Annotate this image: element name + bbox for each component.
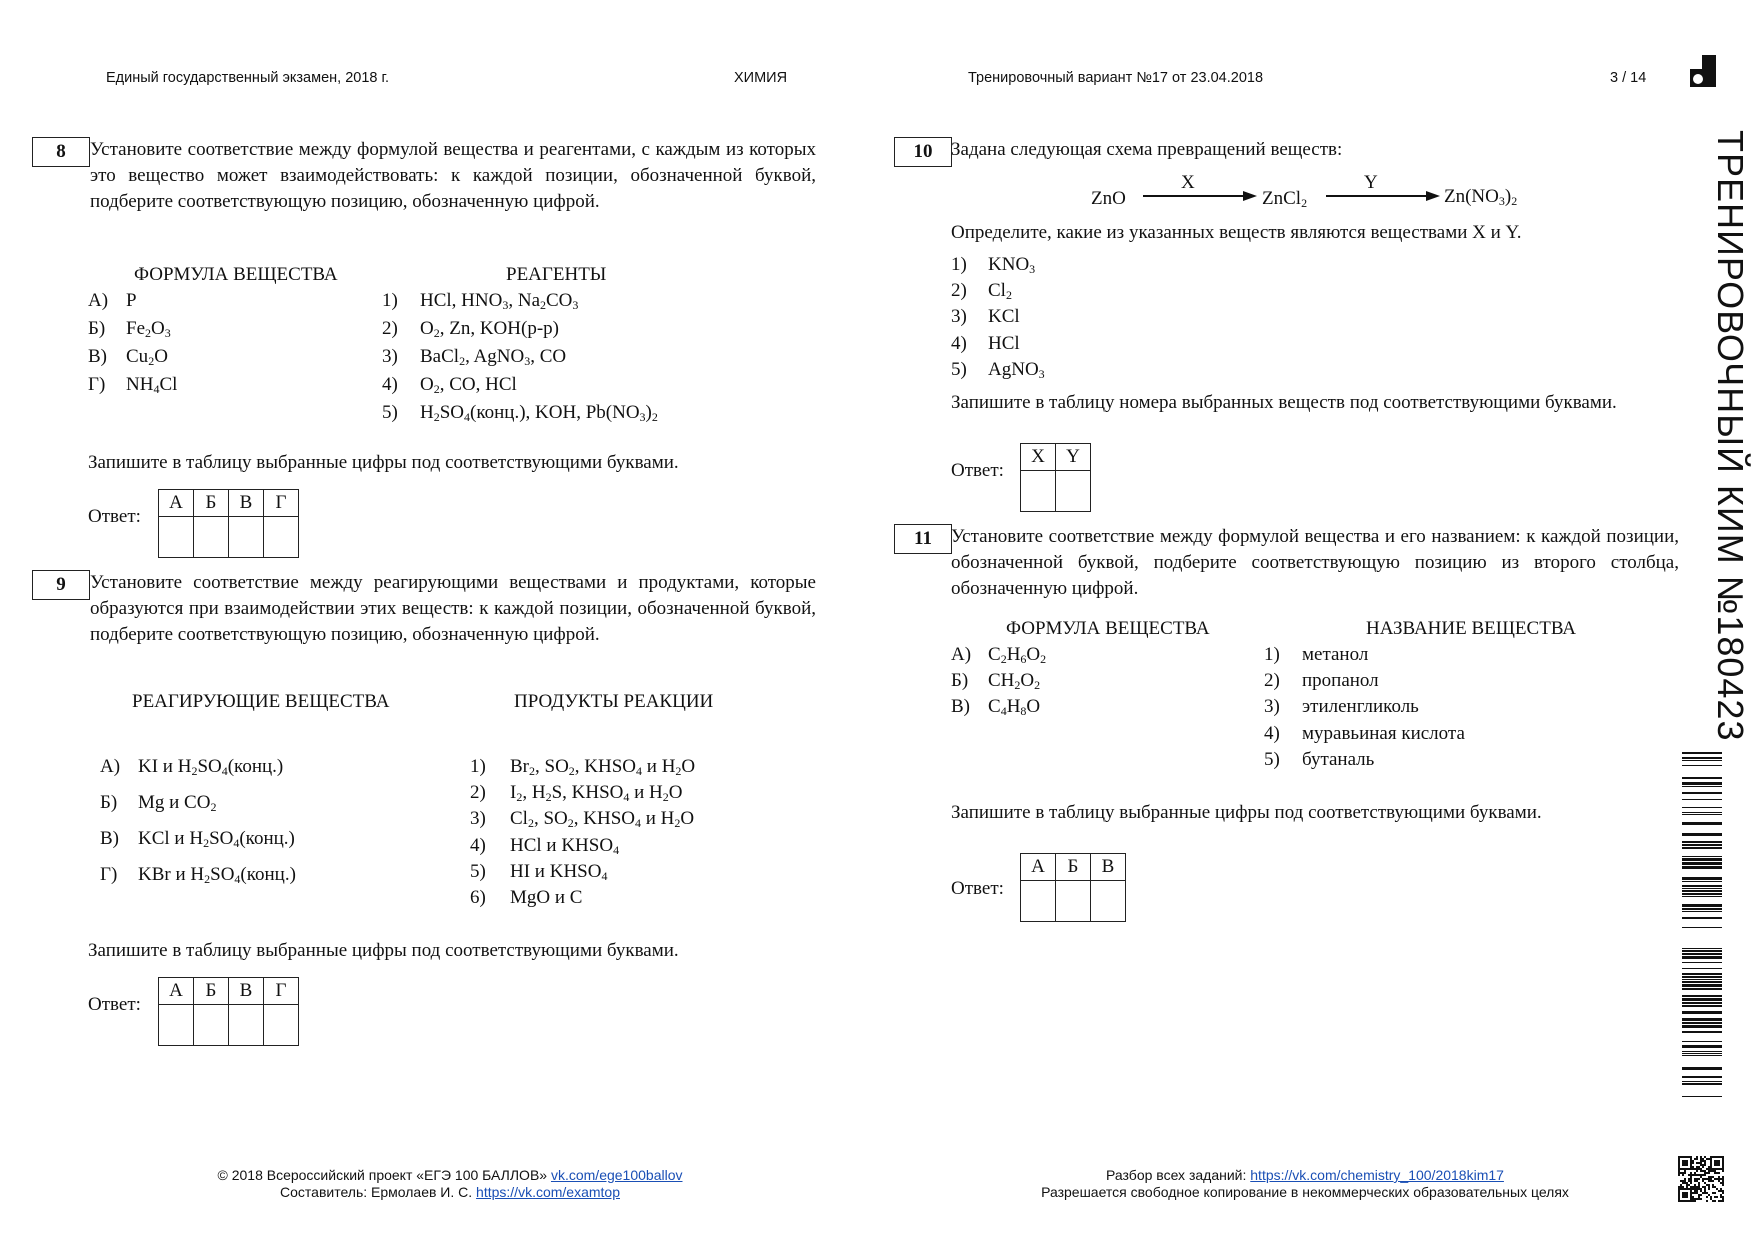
q10-option-item-value: AgNO$_3$ bbox=[988, 358, 1045, 381]
corner-marker-icon bbox=[1690, 55, 1716, 87]
q10-option-item-value: HCl bbox=[988, 332, 1020, 354]
q8-instruction: Запишите в таблицу выбранные цифры под соответствующими буквами. bbox=[88, 452, 679, 473]
q8-reagent-item-key: 1) bbox=[382, 290, 398, 311]
side-title: ТРЕНИРОВОЧНЫЙ КИМ №180423 bbox=[1710, 130, 1751, 742]
q9-reactant-item-value: Mg и $CO_2$ bbox=[138, 792, 217, 814]
q9-product-item-value: $Br_2$, $SO_2$, $KHSO_4$ и $H_2O$ bbox=[510, 756, 696, 778]
q10-option-item-value: $KNO_3$ bbox=[988, 254, 1036, 276]
q10-option-item-key: 3) bbox=[951, 306, 967, 328]
arrow-right-icon bbox=[1143, 189, 1257, 208]
q8-formula-item-key: Г) bbox=[88, 374, 106, 395]
scheme-zno: ZnO bbox=[1091, 188, 1126, 209]
q11-name-item-value: метанол bbox=[1302, 644, 1369, 665]
q9-answer-label: Ответ: bbox=[88, 994, 141, 1015]
q8-answer-input-cell[interactable] bbox=[194, 517, 229, 558]
q8-formula-item-value: $Cu_2O$ bbox=[126, 346, 168, 368]
q8-reagent-item-value: $O_2$, CO, HCl bbox=[420, 374, 517, 396]
arrow-right-icon bbox=[1326, 189, 1440, 208]
q11-name-item-value: муравьиная кислота bbox=[1302, 722, 1465, 744]
q9-answer-input-cell[interactable] bbox=[229, 1005, 264, 1046]
q9-reactant-item-value: KCl и $H_2SO_4(конц.)$ bbox=[138, 828, 295, 850]
q8-reagent-item-key: 4) bbox=[382, 374, 398, 395]
q11-formula-item-key: В) bbox=[951, 696, 970, 718]
q8-answer-header-cell: Б bbox=[194, 490, 229, 517]
q8-formula-item-value: P bbox=[126, 290, 137, 311]
q9-product-item-key: 3) bbox=[470, 808, 486, 830]
scheme-x-label: X bbox=[1181, 172, 1195, 193]
q9-instruction: Запишите в таблицу выбранные цифры под соответствующими буквами. bbox=[88, 940, 679, 961]
q8-answer-label: Ответ: bbox=[88, 506, 141, 527]
q11-answer-input-cell[interactable] bbox=[1021, 881, 1056, 922]
footer-copyright: © 2018 Всероссийский проект «ЕГЭ 100 БАЛЛОВ» bbox=[217, 1167, 548, 1183]
q8-answer-input-cell[interactable] bbox=[229, 517, 264, 558]
q8-formula-item-key: А) bbox=[88, 290, 109, 311]
q9-answer-table bbox=[158, 977, 299, 1046]
q9-reactant-item-key: А) bbox=[100, 756, 121, 777]
q8-answer-header-cell: В bbox=[229, 490, 264, 517]
footer-link-ege100ballov[interactable]: vk.com/ege100ballov bbox=[550, 1167, 683, 1183]
q8-reagent-item-value: BaCl$_2$, AgNO$_3$, CO bbox=[420, 346, 567, 368]
q9-answer-input-cell[interactable] bbox=[159, 1005, 194, 1046]
qr-code-icon bbox=[1678, 1156, 1724, 1202]
q9-product-item-value: HCl и $KHSO_4$ bbox=[510, 834, 620, 857]
q8-answer-input-cell[interactable] bbox=[159, 517, 194, 558]
q11-name-item-value: пропанол bbox=[1302, 670, 1379, 692]
q9-product-item-value: $I_2$, $H_2S$, $KHSO_4$ и $H_2O$ bbox=[510, 782, 683, 805]
q11-answer-input-cell[interactable] bbox=[1056, 881, 1091, 922]
q9-reactant-item-key: Б) bbox=[100, 792, 118, 813]
q10-answer-input-cell[interactable] bbox=[1021, 471, 1056, 512]
q9-product-item-value: $Cl_2$, $SO_2$, $KHSO_4$ и $H_2O$ bbox=[510, 808, 695, 831]
q9-answer-input-cell[interactable] bbox=[194, 1005, 229, 1046]
scheme-zncl2: ZnCl$_2$ bbox=[1262, 188, 1308, 210]
q11-answer-label: Ответ: bbox=[951, 878, 1004, 899]
footer-link-examtop[interactable]: https://vk.com/examtop bbox=[476, 1184, 620, 1200]
q11-name-item-value: этиленгликоль bbox=[1302, 696, 1419, 718]
q10-option-item-key: 1) bbox=[951, 254, 967, 275]
q11-column-name-header: НАЗВАНИЕ ВЕЩЕСТВА bbox=[1366, 618, 1577, 639]
question-8-text: Установите соответствие между формулой вещества и реагентами, с каждым из которых это вещество может взаимодействовать: к каждой позиции, обозначенной буквой, подберите соответствующую позицию, обозначенную цифрой. bbox=[90, 139, 816, 212]
q10-instruction: Запишите в таблицу номера выбранных веществ под соответствующими буквами. bbox=[951, 392, 1617, 413]
q11-column-formula-header: ФОРМУЛА ВЕЩЕСТВА bbox=[1006, 618, 1210, 639]
q10-option-item-key: 4) bbox=[951, 332, 967, 354]
q11-answer-header-cell: А bbox=[1021, 854, 1056, 881]
q9-column-reactants-header: РЕАГИРУЮЩИЕ ВЕЩЕСТВА bbox=[132, 691, 390, 712]
q8-formula-item-value: $Fe_2O_3$ bbox=[126, 318, 171, 340]
footer-right bbox=[990, 1167, 1620, 1201]
q11-answer-table bbox=[1020, 853, 1126, 922]
q9-answer-header-cell: В bbox=[229, 978, 264, 1005]
q8-reagent-item-key: 2) bbox=[382, 318, 398, 339]
q9-product-item-key: 6) bbox=[470, 887, 486, 908]
q11-formula-item-value: $CH_2O_2$ bbox=[988, 670, 1041, 693]
q8-answer-input-cell[interactable] bbox=[264, 517, 299, 558]
q9-answer-input-cell[interactable] bbox=[264, 1005, 299, 1046]
q11-instruction: Запишите в таблицу выбранные цифры под соответствующими буквами. bbox=[951, 802, 1542, 823]
q9-product-item-key: 4) bbox=[470, 834, 486, 856]
q10-option-item-key: 2) bbox=[951, 280, 967, 302]
question-11-text: Установите соответствие между формулой вещества и его названием: к каждой позиции, обозначенной буквой, подберите соответствующую позицию из второго столбца, обозначенную цифрой. bbox=[951, 526, 1679, 599]
barcode-icon bbox=[1682, 752, 1722, 1102]
q11-name-item-value: бутаналь bbox=[1302, 748, 1375, 770]
scheme-zn-nitrate: $Zn(NO_3)_2$ bbox=[1444, 186, 1518, 208]
q9-product-item-key: 2) bbox=[470, 782, 486, 804]
q11-formula-item-value: $C_4H_8O$ bbox=[988, 696, 1041, 719]
q11-name-item-key: 2) bbox=[1264, 670, 1280, 692]
q11-name-item-key: 5) bbox=[1264, 748, 1280, 770]
q11-answer-header-cell: В bbox=[1091, 854, 1126, 881]
q10-answer-input-cell[interactable] bbox=[1056, 471, 1091, 512]
q10-question: Определите, какие из указанных веществ являются веществами X и Y. bbox=[951, 222, 1522, 243]
footer-left bbox=[150, 1167, 750, 1201]
question-10-text: Задана следующая схема превращений веществ: bbox=[951, 139, 1343, 160]
q9-product-item-key: 1) bbox=[470, 756, 486, 777]
q8-reagent-item-value: $H_2SO_4(конц.)$, KOH, $Pb(NO_3)_2$ bbox=[420, 402, 658, 424]
q11-answer-input-cell[interactable] bbox=[1091, 881, 1126, 922]
q8-reagent-item-value: HCl, $HNO_3$, $Na_2CO_3$ bbox=[420, 290, 579, 312]
q11-name-item-key: 3) bbox=[1264, 696, 1280, 718]
q8-formula-item-key: Б) bbox=[88, 318, 106, 339]
footer-author: Составитель: Ермолаев И. С. bbox=[280, 1184, 473, 1200]
scheme-y-label: Y bbox=[1364, 172, 1378, 193]
question-10-number: 10 bbox=[894, 137, 952, 167]
question-9-text: Установите соответствие между реагирующими веществами и продуктами, которые образуются при взаимодействии этих веществ: к каждой позиции, обозначенной буквой, подберите соответствующую позицию, обозначенную цифрой. bbox=[90, 572, 816, 645]
footer-analysis-label: Разбор всех заданий: bbox=[1106, 1167, 1247, 1183]
q9-reactant-item-value: KI и $H_2SO_4(конц.)$ bbox=[138, 756, 284, 778]
header-page-number: 3 / 14 bbox=[1610, 70, 1647, 86]
footer-link-analysis[interactable]: https://vk.com/chemistry_100/2018kim17 bbox=[1250, 1167, 1504, 1183]
q8-reagent-item-key: 5) bbox=[382, 402, 398, 423]
question-11-number: 11 bbox=[894, 524, 952, 554]
q10-option-item-value: $Cl_2$ bbox=[988, 280, 1012, 303]
q10-answer-table bbox=[1020, 443, 1091, 512]
q9-product-item-value: HI и $KHSO_4$ bbox=[510, 860, 608, 883]
q9-reactant-item-value: KBr и $H_2SO_4(конц.)$ bbox=[138, 864, 296, 886]
q11-formula-item-key: А) bbox=[951, 644, 972, 665]
q10-option-item-value: KCl bbox=[988, 306, 1020, 328]
q8-answer-header-cell: А bbox=[159, 490, 194, 517]
q11-formula-item-value: $C_2H_6O_2$ bbox=[988, 644, 1047, 666]
q11-answer-header-cell: Б bbox=[1056, 854, 1091, 881]
q9-product-item-value: MgO и C bbox=[510, 887, 583, 908]
q10-option-item-key: 5) bbox=[951, 358, 967, 380]
header-exam: Единый государственный экзамен, 2018 г. bbox=[106, 70, 390, 86]
q9-answer-header-cell: А bbox=[159, 978, 194, 1005]
q9-reactant-item-key: В) bbox=[100, 828, 119, 849]
q8-reagent-item-key: 3) bbox=[382, 346, 398, 367]
q8-reagent-item-value: $O_2$, Zn, KOH(р-р) bbox=[420, 318, 559, 340]
header-subject: ХИМИЯ bbox=[734, 70, 788, 86]
q11-name-item-key: 4) bbox=[1264, 722, 1280, 744]
q9-column-products-header: ПРОДУКТЫ РЕАКЦИИ bbox=[514, 691, 714, 712]
q8-formula-item-value: $NH_4Cl$ bbox=[126, 374, 178, 396]
question-9-number: 9 bbox=[32, 570, 90, 600]
q10-answer-header-cell: X bbox=[1021, 444, 1056, 471]
q10-answer-label: Ответ: bbox=[951, 460, 1004, 481]
q9-answer-header-cell: Б bbox=[194, 978, 229, 1005]
q8-answer-header-cell: Г bbox=[264, 490, 299, 517]
q10-answer-header-cell: Y bbox=[1056, 444, 1091, 471]
q8-answer-table bbox=[158, 489, 299, 558]
q9-reactant-item-key: Г) bbox=[100, 864, 118, 885]
q11-formula-item-key: Б) bbox=[951, 670, 969, 692]
header-variant: Тренировочный вариант №17 от 23.04.2018 bbox=[968, 70, 1264, 86]
q9-answer-header-cell: Г bbox=[264, 978, 299, 1005]
q8-column-formula-header: ФОРМУЛА ВЕЩЕСТВА bbox=[134, 264, 338, 285]
q11-name-item-key: 1) bbox=[1264, 644, 1280, 665]
q8-formula-item-key: В) bbox=[88, 346, 107, 367]
q8-column-reagents-header: РЕАГЕНТЫ bbox=[506, 264, 607, 285]
question-8-number: 8 bbox=[32, 137, 90, 167]
q9-product-item-key: 5) bbox=[470, 860, 486, 882]
footer-license: Разрешается свободное копирование в некоммерческих образовательных целях bbox=[1041, 1184, 1569, 1200]
